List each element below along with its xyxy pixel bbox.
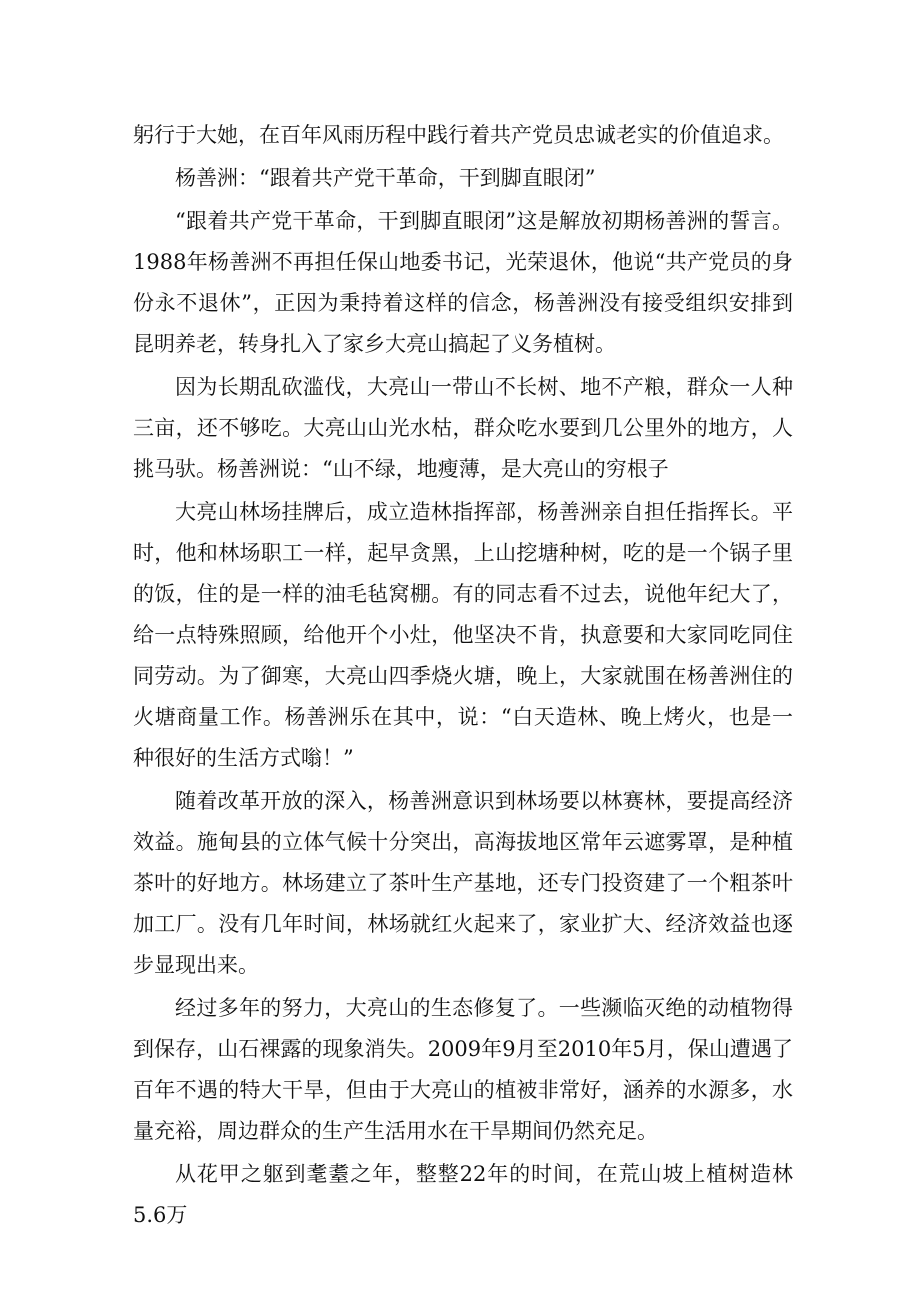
paragraph: 经过多年的努力，大亮山的生态修复了。一些濒临灭绝的动植物得到保存，山石裸露的现象消失。2009年9月至2010年5月，保山遭遇了百年不遇的特大干旱，但由于大亮山的植被非常好，涵养的水源多，水量充裕，周边群众的生产生活用水在干旱期间仍然充足。 xyxy=(133,996,793,1143)
paragraph-continuation: 躬行于大她，在百年风雨历程中践行着共产党员忠诚老实的价值追求。 xyxy=(133,123,784,147)
section-heading: 杨善洲：“跟着共产党干革命，干到脚直眼闭” xyxy=(175,166,596,190)
paragraph: 因为长期乱砍滥伐，大亮山一带山不长树、地不产粮，群众一人种三亩，还不够吃。大亮山山光水枯，群众吃水要到几公里外的地方，人挑马驮。杨善洲说：“山不绿，地瘦薄，是大亮山的穷根子 xyxy=(133,375,793,481)
paragraph: 随着改革开放的深入，杨善洲意识到林场要以林赛林，要提高经济效益。施甸县的立体气候十分突出，高海拔地区常年云遮雾罩，是种植茶叶的好地方。林场建立了茶叶生产基地，还专门投资建了一个粗茶叶加工厂。没有几年时间，林场就红火起来了，家业扩大、经济效益也逐步显现出来。 xyxy=(133,789,793,977)
article-body xyxy=(133,115,793,1238)
paragraph: “跟着共产党干革命，干到脚直眼闭”这是解放初期杨善洲的誓言。1988年杨善洲不再担任保山地委书记，光荣退休，他说“共产党员的身份永不退休”，正因为秉持着这样的信念，杨善洲没有接受组织安排到昆明养老，转身扎入了家乡大亮山搞起了义务植树。 xyxy=(133,209,793,356)
paragraph: 从花甲之躯到耄耋之年，整整22年的时间，在荒山坡上植树造林5.6万 xyxy=(133,1162,793,1227)
paragraph: 大亮山林场挂牌后，成立造林指挥部，杨善洲亲自担任指挥长。平时，他和林场职工一样，起早贪黑，上山挖塘种树，吃的是一个锅子里的饭，住的是一样的油毛毡窝棚。有的同志看不过去，说他年纪大了，给一点特殊照顾，给他开个小灶，他坚决不肯，执意要和大家同吃同住同劳动。为了御寒，大亮山四季烧火塘，晚上，大家就围在杨善洲住的火塘商量工作。杨善洲乐在其中，说：“白天造林、晚上烤火，也是一种很好的生活方式嗡！” xyxy=(133,500,793,770)
